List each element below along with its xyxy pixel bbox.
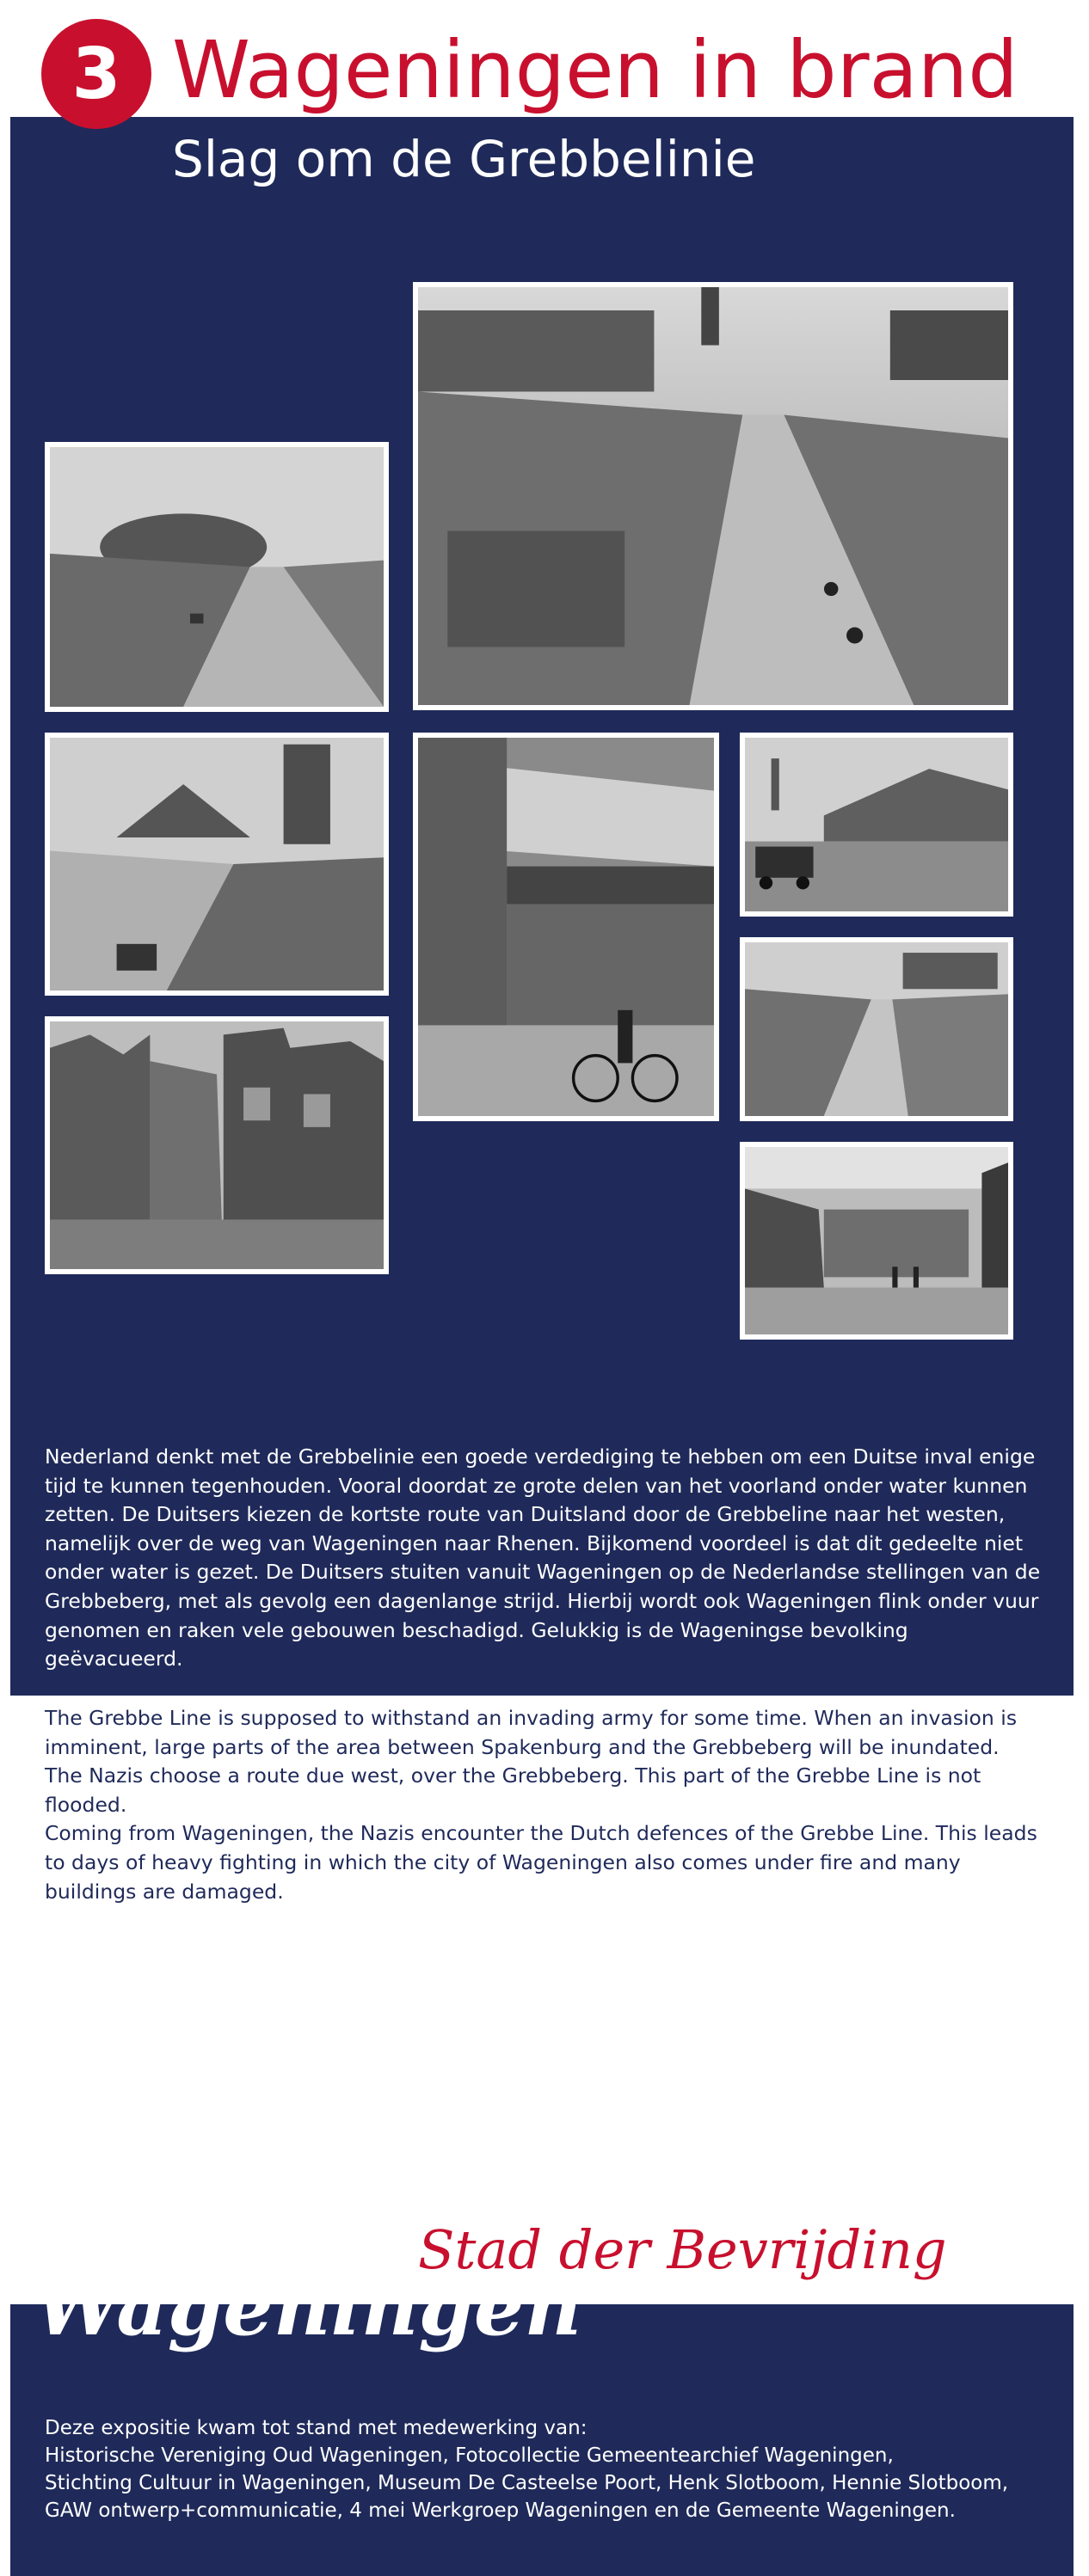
credits bbox=[45, 2414, 1051, 2524]
panel-number-badge bbox=[41, 19, 151, 129]
photo-church-tower-street bbox=[45, 733, 389, 996]
photo-street-ruins-overview bbox=[413, 282, 1013, 710]
credits-line-3: GAW ontwerp+communicatie, 4 mei Werkgroep Wageningen en de Gemeente Wageningen. bbox=[45, 2499, 956, 2522]
photo-street-people bbox=[740, 1142, 1013, 1340]
photo-truck-rubble bbox=[740, 733, 1013, 917]
credits-line-1: Historische Vereniging Oud Wageningen, Fotocollectie Gemeentearchief Wageningen, bbox=[45, 2444, 894, 2467]
slogan: Stad der Bevrijding bbox=[418, 2218, 947, 2281]
body-text-english bbox=[45, 1704, 1043, 1906]
photo-street-with-trees bbox=[45, 442, 389, 712]
page-subtitle: Slag om de Grebbelinie bbox=[172, 130, 756, 188]
wageningen-logo: Wageningen bbox=[34, 2260, 582, 2353]
panel-number: 3 bbox=[71, 33, 121, 115]
english-paragraph-2: Coming from Wageningen, the Nazis encounter the Dutch defences of the Grebbe Line. This leads to days of heavy fighting in which the city of Wageningen also comes under fire and many buildings are damaged. bbox=[45, 1821, 1037, 1904]
photo-empty-street bbox=[740, 937, 1013, 1121]
credits-line-2: Stichting Cultuur in Wageningen, Museum De Casteelse Poort, Henk Slotboom, Hennie Slotboom, bbox=[45, 2472, 1009, 2494]
photo-ruined-facades bbox=[45, 1016, 389, 1274]
english-paragraph-1: The Grebbe Line is supposed to withstand an invading army for some time. When an invasion is imminent, large parts of the area between Spakenburg and the Grebbeberg will be inundated. The Nazis choose a route due west, over the Grebbeberg. This part of the Grebbe Line is not flooded. bbox=[45, 1706, 1018, 1817]
body-text-dutch: Nederland denkt met de Grebbelinie een goede verdediging te hebben om een Duitse inval enige tijd te kunnen tegenhouden. Vooral doordat ze grote delen van het voorland onder water kunnen zetten. De Duitsers kiezen de kortste route van Duitsland door de Grebbeline naar het westen, namelijk over de weg van Wageningen naar Rhenen. Bijkomend voordeel is dat dit gedeelte niet onder water is gezet. De Duitsers stuiten vanuit Wageningen op de Nederlandse stellingen van de Grebbeberg, met als gevolg een dagenlange strijd. Hierbij wordt ook Wageningen flink onder vuur genomen en raken vele gebouwen beschadigd. Gelukkig is de Wageningse bevolking geëvacueerd. bbox=[45, 1444, 1041, 1671]
credits-intro: Deze expositie kwam tot stand met medewerking van: bbox=[45, 2417, 588, 2439]
photo-shopfront-cyclist bbox=[413, 733, 719, 1121]
page-title: Wageningen in brand bbox=[172, 24, 1018, 116]
